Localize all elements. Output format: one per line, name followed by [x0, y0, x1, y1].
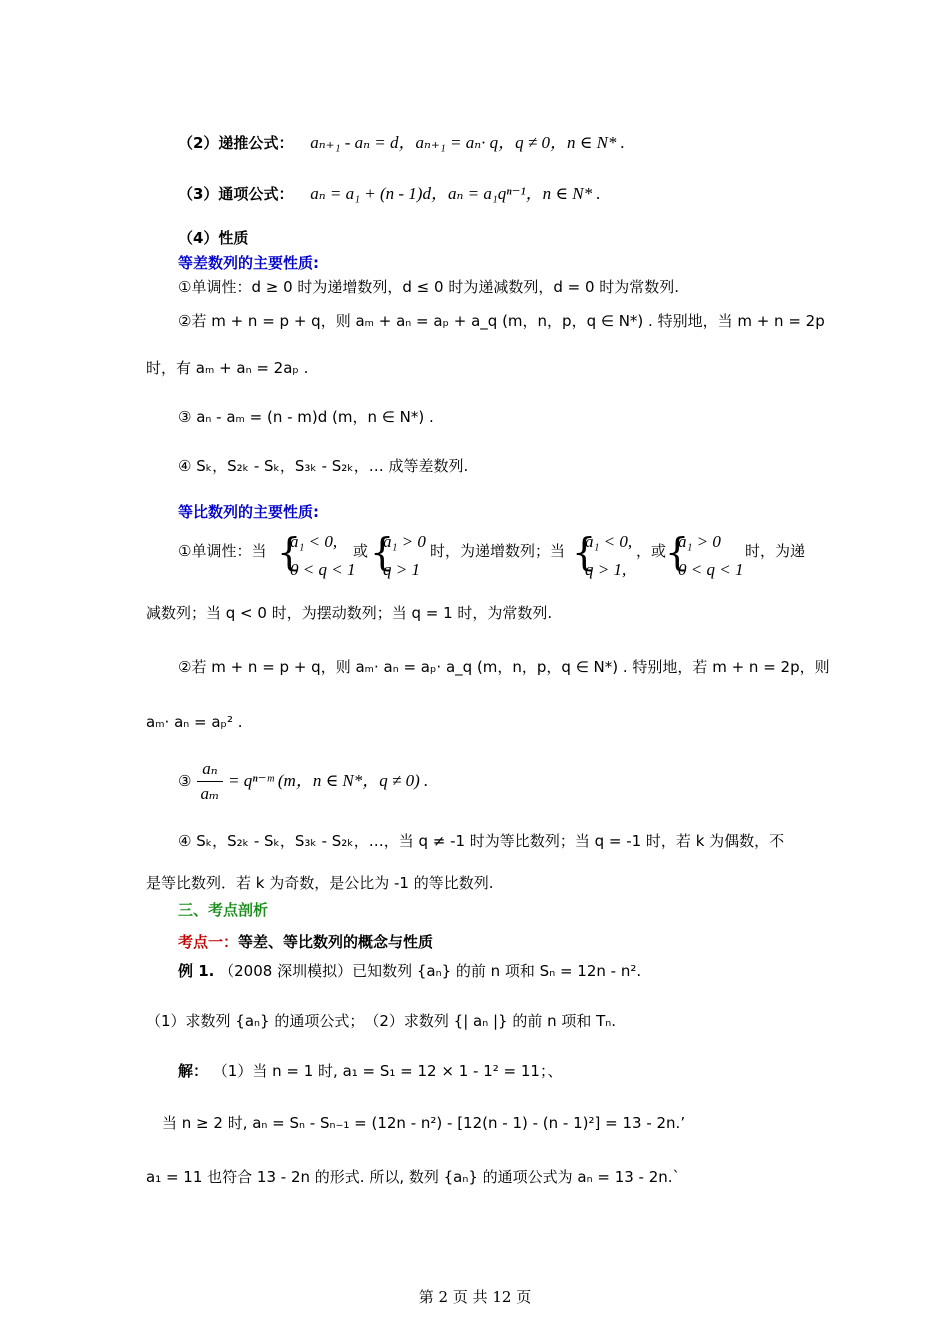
recursive-formula-line: [178, 132, 625, 154]
arith-property-2-cont: [146, 357, 308, 379]
fraction: [197, 758, 223, 805]
or-1-text: 或: [353, 542, 369, 560]
geo-property-4: [178, 830, 784, 852]
example-text: （2008 深圳模拟）已知数列 {aₙ} 的前 n 项和 Sₙ = 12n - n².: [219, 962, 642, 980]
recursive-label: （2）递推公式：: [178, 134, 294, 152]
geo-mono-prefix-text: ①单调性：当: [178, 542, 267, 560]
general-term-line: [178, 183, 601, 205]
system-3-row-1: a₁ < 0,: [585, 532, 633, 551]
general-term-label: （3）通项公式：: [178, 185, 294, 203]
geo-property-2: [178, 656, 830, 678]
section-3-text: 三、考点剖析: [178, 901, 269, 919]
section-3-heading: [178, 899, 268, 921]
fraction-denominator: aₘ: [200, 784, 220, 803]
system-4-row-1: a₁ > 0: [678, 532, 721, 551]
geo-property-4-text: ④ Sₖ，S₂ₖ - Sₖ，S₃ₖ - S₂ₖ，…，当 q ≠ -1 时为等比数列；当 q = -1 时，若 k 为偶数，不: [178, 832, 785, 850]
solution-line-1-text: （1）当 n = 1 时, a₁ = S₁ = 12 × 1 - 1² = 11；、: [212, 1062, 563, 1080]
solution-label: 解：: [178, 1062, 209, 1080]
geo-property-3-number: ③: [178, 772, 192, 790]
arith-property-2-text: ②若 m + n = p + q，则 aₘ + aₙ = aₚ + a_q (m，n，p，q ∈ N*) . 特别地，当 m + n = 2p: [178, 312, 825, 330]
mid-1: [430, 540, 565, 562]
system-2-row-2: q > 1: [383, 560, 420, 579]
brace-4: {: [665, 530, 690, 574]
solution-line-3: [146, 1166, 680, 1188]
example-questions: [146, 1010, 616, 1032]
solution-line-1: [178, 1060, 562, 1082]
system-2: [383, 531, 426, 581]
arith-property-3: [178, 406, 434, 428]
example-questions-text: （1）求数列 {aₙ} 的通项公式； （2）求数列 {| aₙ |} 的前 n 项和 Tₙ.: [146, 1012, 617, 1030]
geo-property-2-text: ②若 m + n = p + q，则 aₘ· aₙ = aₚ· a_q (m，n，p，q ∈ N*) . 特别地，若 m + n = 2p，则: [178, 658, 830, 676]
brace-3: {: [572, 530, 597, 574]
geo-mono-cont-text: 减数列；当 q < 0 时，为摆动数列；当 q = 1 时，为常数列.: [146, 604, 553, 622]
system-4: [678, 531, 743, 581]
geo-property-4-cont-text: 是等比数列．若 k 为奇数，是公比为 -1 的等比数列.: [146, 874, 494, 892]
system-1-row-1: a₁ < 0,: [290, 532, 338, 551]
system-3: [585, 531, 632, 581]
geo-property-3-rest: [228, 770, 428, 792]
arith-heading-text: 等差数列的主要性质:: [178, 254, 319, 272]
properties-label: （4）性质: [178, 229, 249, 247]
kaodian-title: 等差、等比数列的概念与性质: [238, 933, 434, 951]
geo-heading: [178, 501, 319, 523]
arith-property-1-text: ①单调性：d ≥ 0 时为递增数列，d ≤ 0 时为递减数列，d = 0 时为常数列.: [178, 278, 680, 296]
or-2-text: ，或: [636, 542, 667, 560]
system-2-row-1: a₁ > 0: [383, 532, 426, 551]
arith-property-4-text: ④ Sₖ，S₂ₖ - Sₖ，S₃ₖ - S₂ₖ，… 成等差数列.: [178, 457, 469, 475]
recursive-formula: aₙ₊₁ - aₙ = d，aₙ₊₁ = aₙ· q，q ≠ 0，n ∈ N* .: [310, 133, 625, 152]
kaodian-label: 考点一：: [178, 933, 239, 951]
solution-line-2: [162, 1112, 685, 1134]
mid-2: [745, 540, 805, 562]
fraction-numerator: aₙ: [202, 759, 218, 778]
geo-property-3-prefix: [178, 770, 191, 792]
or-2: [636, 540, 666, 562]
geo-property-4-cont: [146, 872, 494, 894]
kaodian-heading: [178, 931, 433, 953]
system-3-row-2: q > 1,: [585, 560, 627, 579]
or-1: [353, 540, 368, 562]
mid-1-text: 时，为递增数列；当: [430, 542, 566, 560]
geo-heading-text: 等比数列的主要性质:: [178, 503, 319, 521]
geo-property-3-formula: = qⁿ⁻ᵐ (m，n ∈ N*，q ≠ 0) .: [228, 771, 429, 790]
system-1-row-2: 0 < q < 1: [290, 560, 356, 579]
arith-heading: [178, 252, 319, 274]
arith-property-4: [178, 455, 468, 477]
fraction-bar: [197, 781, 223, 782]
arith-property-2-cont-text: 时，有 aₘ + aₙ = 2aₚ .: [146, 359, 309, 377]
brace-2: {: [370, 530, 395, 574]
general-term-formula: aₙ = a₁ + (n - 1)d，aₙ = a₁qⁿ⁻¹，n ∈ N* .: [310, 184, 601, 203]
solution-line-2-text: 当 n ≥ 2 时, aₙ = Sₙ - Sₙ₋₁ = (12n - n²) - [12(n - 1) - (n - 1)²] = 13 - 2n.’: [162, 1114, 686, 1132]
page-footer: 第 2 页 共 12 页: [418, 1288, 532, 1306]
geo-mono-prefix: [178, 540, 266, 562]
system-4-row-2: 0 < q < 1: [678, 560, 744, 579]
mid-2-text: 时，为递: [745, 542, 806, 560]
system-1: [290, 531, 355, 581]
geo-mono-cont: [146, 602, 552, 624]
arith-property-3-text: ③ aₙ - aₘ = (n - m)d (m，n ∈ N*) .: [178, 408, 434, 426]
geo-property-2-cont-text: aₘ· aₙ = aₚ² .: [146, 713, 243, 731]
arith-property-2: [178, 310, 825, 332]
example-label: 例 1.: [178, 962, 215, 980]
example-1: [178, 960, 641, 982]
brace-1: {: [277, 530, 302, 574]
properties-heading: [178, 227, 248, 249]
arith-property-1: [178, 276, 679, 298]
solution-line-3-text: a₁ = 11 也符合 13 - 2n 的形式. 所以, 数列 {aₙ} 的通项公式为 aₙ = 13 - 2n.`: [146, 1168, 681, 1186]
geo-property-2-cont: [146, 711, 243, 733]
